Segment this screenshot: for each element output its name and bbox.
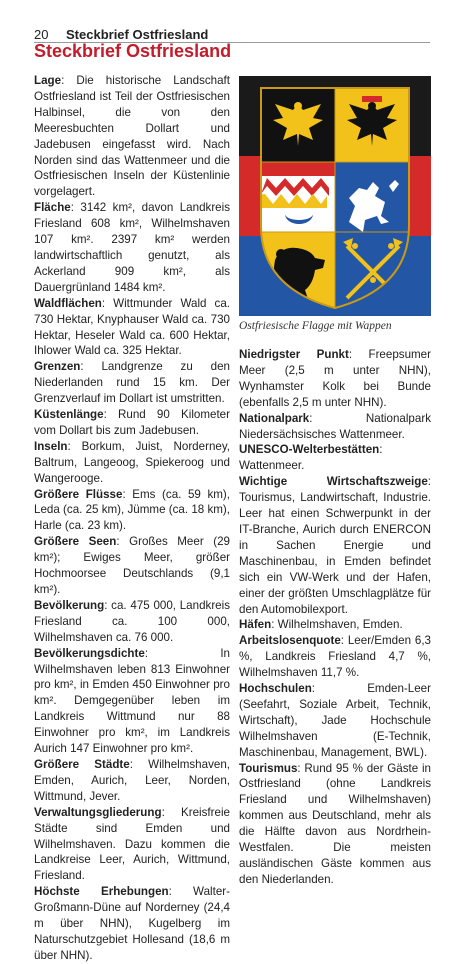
- right-column: [239, 347, 431, 888]
- entry-fluesse: Größere Flüsse: Ems (ca. 59 km), Leda (ca. 25 km), Jümme (ca. 18 km), Harle (ca. 23 km).: [34, 487, 230, 533]
- running-head-section: Steckbrief Ostfriesland: [66, 27, 209, 42]
- entry-wirtschaft: Wichtige Wirtschaftszweige: Tourismus, Landwirtschaft, Industrie. Leer hat einen Schwerpunkt in der IT-Branche, Aurich durch ENERCON in Sachen Energie und Maschinenbau, in Emden befindet sich ein VW-Werk und der Hafen, einer der größten Umschlagplätze für den Automobilexport.: [239, 475, 431, 616]
- entry-flaeche: Fläche: 3142 km², davon Landkreis Friesland 608 km², Wilhelmshaven 107 km². 2397 km² werden landwirtschaftlich genutzt, als Ackerland 909 km², als Dauergrünland 1484 km².: [34, 201, 230, 294]
- entry-unesco: UNESCO-Welterbestätten: Wattenmeer.: [239, 443, 383, 473]
- entry-waldflaechen: Waldflächen: Wittmunder Wald ca. 730 Hektar, Knyphauser Wald ca. 730 Hektar, Heseler Wald ca. 600 Hektar, Ihlower Wald ca. 325 Hektar.: [34, 296, 230, 358]
- entry-niedrigster-punkt: Niedrigster Punkt: Freepsumer Meer (2,5 m unter NHN), Wynhamster Kolk bei Bunde (ebenfalls 2,5 m unter NHN).: [239, 348, 431, 409]
- entry-erhebungen: Höchste Erhebungen: Walter-Großmann-Düne auf Norderney (24,4 m über NHN), Kugelberg im Naturschutzgebiet Hollesand (18,6 m über NHN).: [34, 885, 230, 962]
- left-column: [34, 73, 230, 964]
- entry-grenzen: Grenzen: Landgrenze zu den Niederlanden rund 15 km. Der Grenzverlauf im Dollart ist umstritten.: [34, 360, 230, 406]
- entry-seen: Größere Seen: Großes Meer (29 km²); Ewiges Meer, größer Hochmoorsee Deutschlands (9,1 km²).: [34, 535, 230, 596]
- flag-svg: [239, 76, 431, 316]
- entry-kuestenlaenge: Küstenlänge: Rund 90 Kilometer vom Dollart bis zum Jadebusen.: [34, 408, 230, 437]
- entry-tourismus: Tourismus: Rund 95 % der Gäste in Ostfriesland (ohne Landkreis Friesland und Wilhelmshaven) kommen aus Deutschland, mehr als die Hälfte davon aus Nordrhein-Westfalen. Die meisten ausländischen Gäste kommen aus den Niederlanden.: [239, 761, 431, 886]
- entry-bevoelkerung: Bevölkerung: ca. 475 000, Landkreis Friesland ca. 100 000, Wilhelmshaven ca. 76 000.: [34, 598, 230, 644]
- entry-bevoelkerungsdichte: Bevölkerungsdichte: In Wilhelmshaven leben 813 Einwohner pro km², in Emden 450 Einwohner pro km². Demgegenüber leben im Landkreis Wittmund nur 88 Einwohner pro km², im Landkreis Aurich 147 Einwohner pro km².: [34, 646, 230, 756]
- flag-caption: Ostfriesische Flagge mit Wappen: [239, 320, 392, 332]
- page-title: Steckbrief Ostfriesland: [34, 41, 232, 61]
- page-number: 20: [34, 27, 49, 42]
- entry-arbeitslosenquote: Arbeitslosenquote: Leer/Emden 6,3 %, Landkreis Friesland 4,7 %, Wilhelmshaven 11,7 %.: [239, 634, 431, 680]
- entry-verwaltung: Verwaltungsgliederung: Kreisfreie Städte sind Emden und Wilhelmshaven. Dazu kommen die Landkreise Leer, Aurich, Wittmund, Friesland.: [34, 805, 230, 883]
- entry-haefen: Häfen: Wilhelmshaven, Emden.: [239, 618, 403, 632]
- entry-nationalpark: Nationalpark: Nationalpark Niedersächsisches Wattenmeer.: [239, 411, 431, 441]
- east-frisian-flag: [239, 76, 431, 316]
- entry-inseln: Inseln: Borkum, Juist, Norderney, Baltrum, Langeoog, Spiekeroog und Wangerooge.: [34, 439, 230, 485]
- entry-hochschulen: Hochschulen: Emden-Leer (Seefahrt, Soziale Arbeit, Technik, Wirtschaft), Jade Hochschule Wilhelmshaven (E-Technik, Maschinenbau, Management, BWL).: [239, 682, 431, 759]
- entry-lage: Lage: Die historische Landschaft Ostfriesland ist Teil der Ostfriesischen Halbinsel, die von den Meeresbuchten Dollart und Jadebusen eingefasst wird. Nach Norden sind das Wattenmeer und die Ostfriesischen Inseln der Küstenlinie vorgelagert.: [34, 74, 230, 199]
- entry-staedte: Größere Städte: Wilhelmshaven, Emden, Aurich, Leer, Norden, Wittmund, Jever.: [34, 757, 230, 803]
- running-head: [34, 20, 430, 43]
